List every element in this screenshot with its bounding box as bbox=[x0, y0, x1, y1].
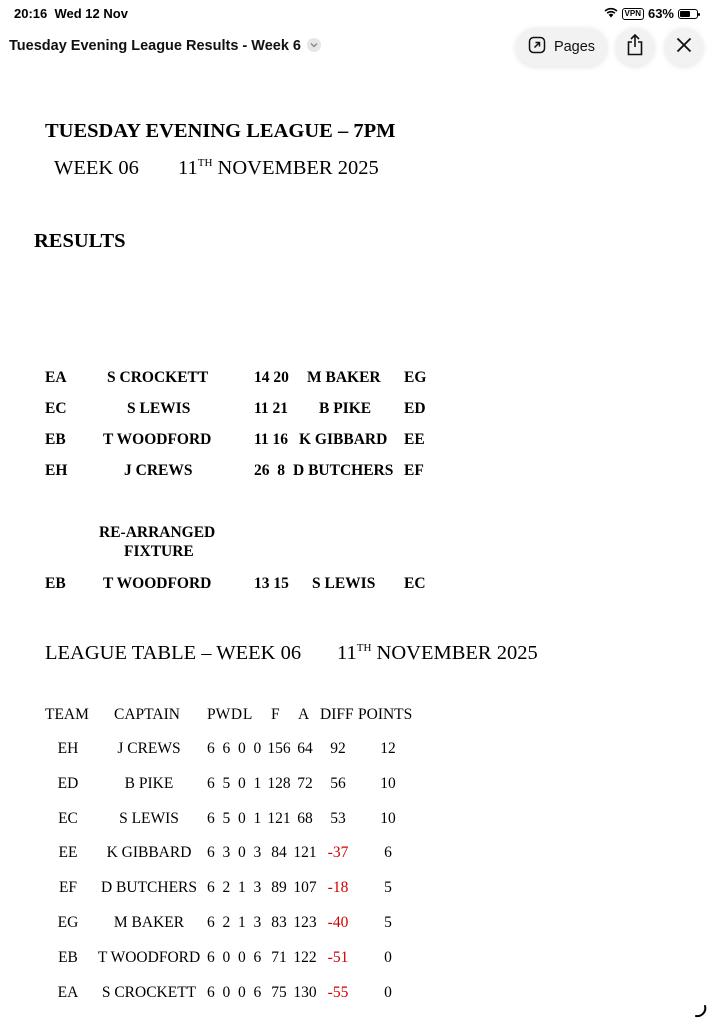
cell-against: 130 bbox=[293, 983, 317, 1001]
cell-diff: 53 bbox=[330, 809, 346, 827]
result-team2: EF bbox=[404, 462, 424, 479]
cell-diff: -51 bbox=[327, 948, 349, 966]
status-indicators bbox=[604, 6, 698, 21]
result-team2: EE bbox=[404, 431, 425, 448]
header-team: TEAM bbox=[45, 706, 89, 723]
cell-team: ED bbox=[57, 774, 79, 792]
share-icon bbox=[626, 34, 644, 61]
result-team2: EC bbox=[404, 575, 426, 592]
cell-against: 64 bbox=[297, 740, 313, 757]
cell-for: 84 bbox=[271, 844, 287, 862]
league-table-date bbox=[337, 642, 538, 665]
rearranged-label-line1: RE-ARRANGED bbox=[99, 524, 216, 541]
status-time: 20:16 bbox=[14, 6, 48, 21]
cell-against: 121 bbox=[293, 844, 317, 862]
result-score: 14 20 bbox=[254, 369, 289, 386]
cell-pwdl: 6 5 0 1 bbox=[207, 809, 262, 827]
result-score: 13 15 bbox=[254, 575, 289, 592]
cell-against: 122 bbox=[293, 948, 317, 966]
result-captain1: J CREWS bbox=[124, 462, 193, 479]
result-captain2: S LEWIS bbox=[312, 575, 376, 592]
cell-captain: S CROCKETT bbox=[101, 983, 197, 1001]
cell-captain: B PIKE bbox=[124, 774, 174, 792]
result-captain2: D BUTCHERS bbox=[293, 462, 394, 479]
result-team1: EH bbox=[45, 462, 68, 479]
cell-diff: -55 bbox=[327, 983, 349, 1001]
result-captain1: T WOODFORD bbox=[103, 575, 212, 592]
result-score: 26 8 bbox=[254, 462, 285, 479]
header-pwdl: P W D L bbox=[207, 706, 251, 723]
result-captain2: B PIKE bbox=[319, 400, 372, 417]
rearranged-label-line2: FIXTURE bbox=[124, 543, 194, 560]
header-for: F bbox=[271, 706, 280, 723]
cell-for: 128 bbox=[267, 774, 291, 792]
cell-pwdl: 6 0 0 6 bbox=[207, 948, 262, 966]
cell-for: 89 bbox=[271, 879, 287, 897]
result-captain2: K GIBBARD bbox=[299, 431, 388, 448]
cell-team: EF bbox=[58, 879, 78, 897]
vpn-badge: VPN bbox=[622, 8, 644, 20]
close-button[interactable] bbox=[665, 28, 703, 66]
cell-against: 107 bbox=[293, 879, 317, 897]
cell-team: EC bbox=[58, 809, 78, 827]
pages-label: Pages bbox=[553, 39, 596, 55]
open-external-icon bbox=[528, 36, 546, 58]
battery-icon bbox=[678, 9, 698, 19]
date-suffix: TH bbox=[356, 642, 372, 655]
open-in-pages-button[interactable] bbox=[516, 28, 607, 66]
document-title-text: Tuesday Evening League Results - Week 6 bbox=[9, 38, 301, 54]
cell-points: 0 bbox=[384, 948, 392, 966]
cell-pwdl: 6 2 1 3 bbox=[207, 879, 262, 897]
chevron-down-icon[interactable] bbox=[307, 38, 321, 52]
cell-points: 10 bbox=[380, 774, 396, 792]
cell-for: 83 bbox=[271, 914, 287, 931]
result-team2: EG bbox=[404, 369, 427, 386]
share-button[interactable] bbox=[616, 28, 654, 66]
battery-percent: 63% bbox=[647, 6, 674, 21]
date-rest: NOVEMBER 2025 bbox=[376, 642, 538, 664]
date-suffix: TH bbox=[197, 157, 213, 170]
cell-captain: T WOODFORD bbox=[97, 948, 201, 966]
league-table-title: LEAGUE TABLE – WEEK 06 bbox=[45, 642, 302, 664]
cell-points: 5 bbox=[384, 879, 392, 897]
cell-team: EA bbox=[57, 983, 79, 1001]
result-captain1: S LEWIS bbox=[127, 400, 191, 417]
result-team2: ED bbox=[404, 400, 426, 417]
cell-team: EH bbox=[57, 740, 79, 757]
date-rest: NOVEMBER 2025 bbox=[217, 157, 379, 179]
cell-team: EB bbox=[58, 948, 78, 966]
results-heading: RESULTS bbox=[34, 230, 126, 252]
cell-diff: 56 bbox=[330, 774, 346, 792]
league-title: TUESDAY EVENING LEAGUE – 7PM bbox=[45, 120, 396, 142]
cell-captain: D BUTCHERS bbox=[100, 879, 198, 897]
loading-spinner-icon bbox=[693, 1004, 707, 1023]
header-diff: DIFF bbox=[320, 706, 354, 723]
cell-against: 68 bbox=[297, 809, 313, 827]
result-captain1: S CROCKETT bbox=[107, 369, 209, 386]
week-label: WEEK 06 bbox=[54, 157, 139, 179]
cell-points: 6 bbox=[384, 844, 392, 862]
result-team1: EB bbox=[45, 575, 66, 592]
result-captain1: T WOODFORD bbox=[103, 431, 212, 448]
close-icon bbox=[676, 37, 692, 58]
cell-diff: -37 bbox=[327, 844, 349, 862]
cell-for: 156 bbox=[267, 740, 291, 757]
cell-against: 72 bbox=[297, 774, 313, 792]
cell-pwdl: 6 5 0 1 bbox=[207, 774, 262, 792]
cell-points: 5 bbox=[384, 914, 392, 931]
cell-points: 10 bbox=[380, 809, 396, 827]
result-team1: EC bbox=[45, 400, 67, 417]
battery-fill bbox=[680, 11, 690, 17]
cell-team: EE bbox=[58, 844, 78, 862]
cell-for: 75 bbox=[271, 983, 287, 1001]
header-against: A bbox=[298, 706, 310, 723]
wifi-icon bbox=[604, 6, 618, 21]
cell-captain: K GIBBARD bbox=[106, 844, 192, 862]
nav-bar bbox=[0, 24, 712, 72]
date-day: 11 bbox=[337, 642, 357, 664]
document-title[interactable] bbox=[9, 38, 321, 54]
status-date: Wed 12 Nov bbox=[54, 6, 128, 21]
result-score: 11 16 bbox=[254, 431, 289, 448]
status-time-date bbox=[14, 6, 128, 21]
cell-diff: -40 bbox=[327, 914, 349, 931]
cell-diff: 92 bbox=[330, 740, 346, 757]
cell-for: 121 bbox=[267, 809, 291, 827]
cell-diff: -18 bbox=[327, 879, 349, 897]
cell-captain: M BAKER bbox=[113, 914, 185, 931]
cell-points: 12 bbox=[380, 740, 396, 757]
week-date bbox=[178, 157, 379, 180]
header-points: POINTS bbox=[358, 706, 413, 723]
cell-pwdl: 6 6 0 0 bbox=[207, 740, 262, 757]
cell-pwdl: 6 3 0 3 bbox=[207, 844, 262, 862]
result-captain2: M BAKER bbox=[307, 369, 381, 386]
result-score: 11 21 bbox=[254, 400, 289, 417]
cell-points: 0 bbox=[384, 983, 392, 1001]
cell-against: 123 bbox=[293, 914, 317, 931]
cell-pwdl: 6 0 0 6 bbox=[207, 983, 262, 1001]
date-day: 11 bbox=[178, 157, 198, 179]
cell-team: EG bbox=[57, 914, 79, 931]
cell-pwdl: 6 2 1 3 bbox=[207, 914, 262, 931]
cell-captain: S LEWIS bbox=[119, 809, 179, 827]
header-captain: CAPTAIN bbox=[114, 706, 180, 723]
result-team1: EA bbox=[45, 369, 67, 386]
result-team1: EB bbox=[45, 431, 66, 448]
cell-for: 71 bbox=[271, 948, 287, 966]
cell-captain: J CREWS bbox=[117, 740, 181, 757]
